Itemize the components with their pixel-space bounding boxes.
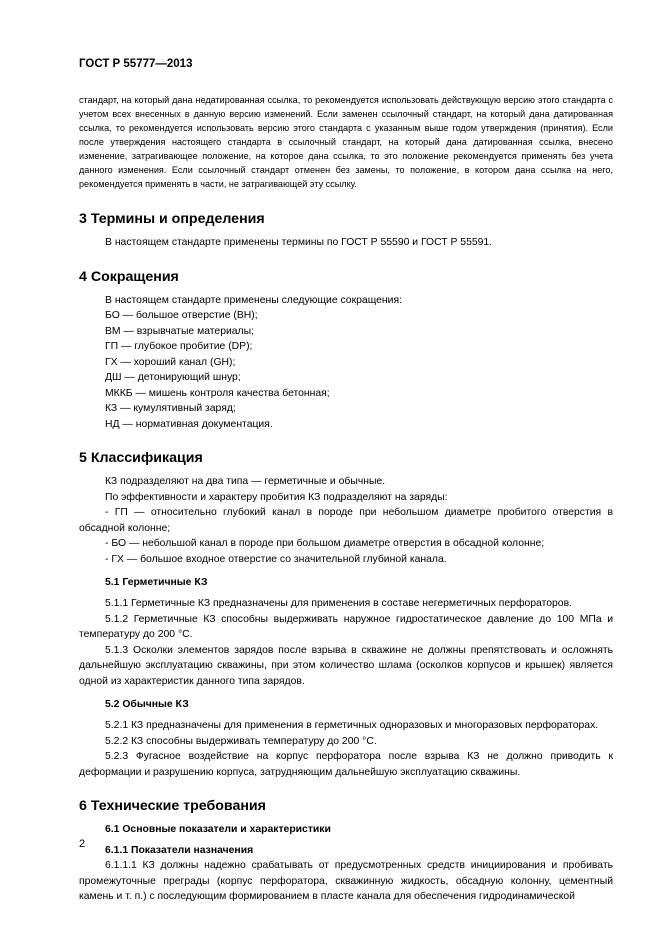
clause-paragraph: 5.2.1 КЗ предназначены для применения в герметичных одноразовых и многоразовых перфораторах. — [105, 720, 599, 731]
subsection-6-1-1-title: 6.1.1 Показатели назначения — [105, 845, 254, 856]
section-4-intro: В настоящем стандарте применены следующие сокращения: — [105, 294, 402, 306]
section-4-title: 4 Сокращения — [79, 268, 179, 285]
clause-paragraph: 6.1.1.1 КЗ должны надежно срабатывать от предусмотренных средств инициирования и пробивать промежуточные преграды (корпус перфоратора, скважинную жидкость, обсадную колонну, цементный камень и т. п.) с последующим формированием в пласте канала для обеспечения гидродинамической — [79, 860, 613, 902]
abbreviation-item: КЗ — кумулятивный заряд; — [105, 403, 236, 414]
charge-type-item: - ГП — относительно глубокий канал в породе при небольшом диаметре пробитого отверстия в обсадной колонне; — [79, 507, 613, 534]
page-number: 2 — [79, 838, 86, 850]
charge-type-item: - БО — небольшой канал в породе при большом диаметре отверстия в обсадной колонне; — [105, 538, 545, 549]
charge-type-item: - ГХ — большое входное отверстие со значительной глубиной канала. — [105, 553, 447, 565]
intro-paragraph: стандарт, на который дана недатированная ссылка, то рекомендуется использовать действующую версию этого стандарта с учетом всех внесенных в данную версию изменений. Если заменен ссылочный стандарт, на который дана датированная ссылка, то рекомендуется использовать версию этого стандарта с указанным выше годом утверждения (принятия). Если после утверждения настоящего стандарта в ссылочный стандарт, на который дана датированная ссылка, внесено изменение, затрагивающее положение, на которое дана ссылка, то это положение рекомендуется применять без учета данного изменения. Если ссылочный стандарт отменен без замены, то положение, в котором дана ссылка на него, рекомендуется применять в части, не затрагивающей эту ссылку. — [79, 95, 613, 189]
abbreviation-item: ГП — глубокое пробитие (DP); — [105, 341, 253, 352]
clause-paragraph: 5.1.2 Герметичные КЗ способны выдерживать наружное гидростатическое давление до 100 МПа и температуру до 200 °С. — [79, 613, 613, 640]
clause-paragraph: 5.2.2 КЗ способны выдерживать температуру до 200 °С. — [105, 735, 377, 747]
section-3-text: В настоящем стандарте применены термины по ГОСТ Р 55590 и ГОСТ Р 55591. — [105, 237, 493, 248]
abbreviation-item: БО — большое отверстие (BH); — [105, 310, 258, 321]
abbreviation-item: НД — нормативная документация. — [105, 418, 273, 430]
section-3-title: 3 Термины и определения — [79, 211, 265, 227]
abbreviation-item: МККБ — мишень контроля качества бетонная; — [105, 387, 330, 399]
document-header: ГОСТ Р 55777—2013 — [79, 58, 193, 70]
abbreviation-item: ДШ — детонирующий шнур; — [105, 372, 241, 383]
abbreviation-item: ГХ — хороший канал (GH); — [105, 356, 236, 368]
section-5-paragraph: По эффективности и характеру пробития КЗ подразделяют на заряды: — [105, 491, 448, 503]
clause-paragraph: 5.1.3 Осколки элементов зарядов после взрыва в скважине не должны препятствовать и осложнять дальнейшую эксплуатацию скважины, при этом количество шлама (осколков корпусов и крышек) является одной из характеристик данного типа зарядов. — [79, 644, 613, 687]
clause-paragraph: 5.2.3 Фугасное воздействие на корпус перфоратора после взрыва КЗ не должно приводить к деформации и разрушению корпуса, затрудняющим дальнейшую эксплуатацию скважины. — [79, 751, 613, 778]
page-content — [79, 93, 613, 905]
clause-paragraph: 5.1.1 Герметичные КЗ предназначены для применения в составе негерметичных перфораторов. — [105, 598, 572, 609]
section-5-title: 5 Классификация — [79, 450, 203, 466]
subsection-5-2-title: 5.2 Обычные КЗ — [105, 699, 189, 710]
section-5-paragraph: КЗ подразделяют на два типа — герметичные и обычные. — [105, 476, 386, 487]
section-6-title: 6 Технические требования — [79, 798, 266, 814]
subsection-5-1-title: 5.1 Герметичные КЗ — [105, 577, 208, 588]
abbreviation-item: ВМ — взрывчатые материалы; — [105, 325, 254, 337]
subsection-6-1-title: 6.1 Основные показатели и характеристики — [105, 824, 331, 835]
abbreviation-list — [79, 308, 613, 432]
